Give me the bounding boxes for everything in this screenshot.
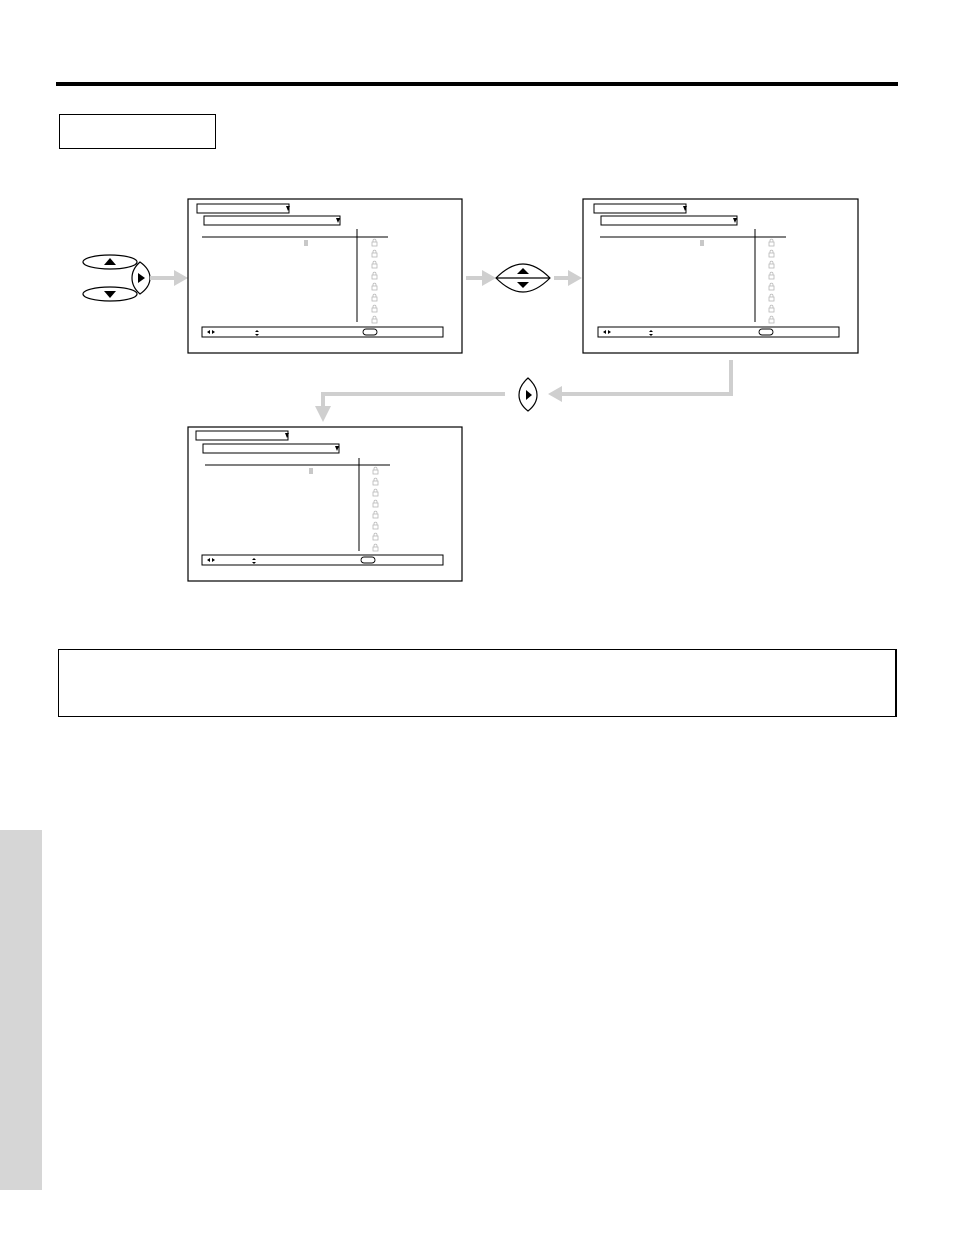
flow-arrow-2 (466, 270, 496, 286)
right-arrow-button-icon[interactable] (132, 262, 150, 294)
up-arrow-button-icon[interactable] (83, 255, 137, 269)
screen-2 (583, 199, 858, 353)
flow-arrow-5 (315, 394, 505, 422)
flow-arrow-1 (150, 270, 188, 286)
right-arrow-button-icon-2[interactable] (519, 378, 537, 411)
flow-arrow-4 (548, 360, 731, 402)
screen-3 (188, 427, 462, 581)
down-arrow-button-icon[interactable] (83, 287, 137, 301)
flow-arrow-3 (554, 270, 582, 286)
screen-1 (188, 199, 462, 353)
up-down-button-icon[interactable] (496, 264, 550, 292)
side-tab (0, 830, 42, 1190)
note-box (58, 649, 897, 717)
